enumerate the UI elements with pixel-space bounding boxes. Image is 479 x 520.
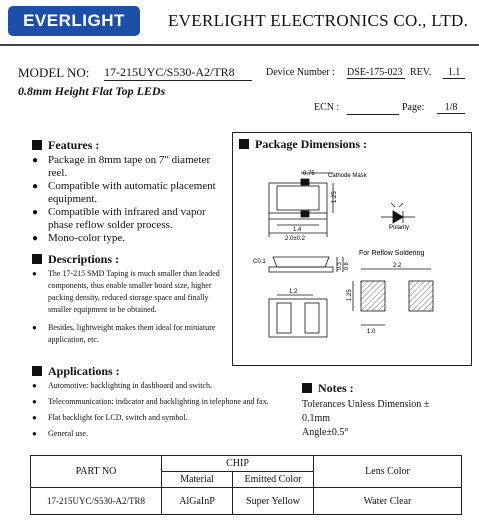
- package-title: Package Dimensions :: [255, 137, 367, 151]
- bullet-icon: ●: [32, 381, 37, 390]
- header-divider: [0, 44, 479, 46]
- cell-material: AlGaInP: [162, 488, 233, 515]
- section-square-icon: [302, 383, 312, 393]
- polarity-label: Polarity: [389, 225, 410, 231]
- page-label: Page:: [402, 102, 425, 113]
- applications-list: [32, 380, 302, 440]
- list-item: [32, 412, 302, 424]
- list-item: [32, 428, 302, 440]
- list-item-text: Telecommunication: indicator and backlighting in telephone and fax.: [48, 397, 269, 406]
- bullet-icon: ●: [32, 269, 37, 278]
- descriptions-title: Descriptions :: [48, 252, 119, 266]
- device-number-value: DSE-175-023: [347, 67, 405, 79]
- notes-title: Notes :: [318, 381, 354, 395]
- list-item-text: Automotive: backlighting in dashboard and switch.: [48, 381, 212, 390]
- package-drawing: [233, 133, 471, 365]
- part-table: [30, 455, 462, 515]
- document-subtitle: 0.8mm Height Flat Top LEDs: [18, 84, 166, 98]
- list-item: [32, 268, 232, 316]
- model-label: MODEL NO:: [18, 65, 90, 80]
- features-title: Features :: [48, 138, 100, 152]
- list-item: [32, 180, 232, 206]
- header-part-no: PART NO: [31, 456, 162, 488]
- list-item: [32, 396, 302, 408]
- list-item-text: The 17-215 SMD Taping is much smaller than leaded components, thus enable smaller board size, higher packing density, reduced storage space and finally smaller equipment to be obtained.: [48, 269, 220, 314]
- reflow-label: For Reflow Soldering: [359, 250, 425, 257]
- header-lens-color: Lens Color: [314, 456, 462, 488]
- dim-08: 0.8: [344, 262, 350, 270]
- features-heading: [32, 138, 99, 153]
- dim-20: 2.0±0.2: [285, 236, 305, 242]
- header-emitted-color: Emitted Color: [233, 472, 314, 488]
- list-item-text: Package in 8mm tape on 7" diameter reel.: [48, 154, 211, 179]
- dim-10: 1.0: [367, 329, 376, 335]
- dim-22: 2.2: [393, 263, 402, 269]
- package-dimensions-box: [232, 132, 472, 366]
- company-logo: [8, 6, 140, 36]
- table-row: [31, 488, 462, 515]
- dim-125: 1.25: [332, 191, 338, 203]
- notes-line: Angle±0.5°: [302, 427, 349, 438]
- bullet-icon: ●: [32, 323, 37, 332]
- bullet-icon: ●: [32, 397, 37, 406]
- ecn-label: ECN :: [314, 102, 340, 113]
- dim-03: 0.3: [337, 262, 343, 270]
- ecn-value: [347, 102, 399, 115]
- bullet-icon: ●: [32, 155, 39, 166]
- notes-line: Tolerances Unless Dimension ±: [302, 399, 430, 410]
- bottom-view-diagram: [269, 295, 327, 337]
- list-item: [32, 206, 232, 232]
- section-square-icon: [32, 254, 42, 264]
- section-square-icon: [32, 366, 42, 376]
- dim-14: 1.4: [293, 227, 302, 233]
- bullet-icon: ●: [32, 429, 37, 438]
- list-item-text: Compatible with infrared and vapor phase reflow solder process.: [48, 206, 206, 231]
- rev-label: REV.: [410, 67, 432, 78]
- features-list: [32, 154, 232, 245]
- notes-heading: [302, 381, 354, 396]
- applications-heading: [32, 364, 120, 379]
- side-view-diagram: [269, 257, 343, 272]
- list-item-text: Flat backlight for LCD, switch and symbol.: [48, 413, 188, 422]
- polarity-diode-icon: [381, 203, 415, 223]
- section-square-icon: [32, 140, 42, 150]
- bullet-icon: ●: [32, 233, 39, 244]
- list-item-text: Besides, lightweight makes them ideal for miniature application, etc.: [48, 323, 216, 344]
- cell-part: 17-215UYC/S530-A2/TR8: [31, 488, 162, 515]
- dim-c01: C0.1: [253, 259, 266, 265]
- applications-title: Applications :: [48, 364, 120, 378]
- list-item-text: Compatible with automatic placement equipment.: [48, 180, 216, 205]
- bullet-icon: ●: [32, 413, 37, 422]
- list-item: [32, 232, 232, 245]
- cell-emitted: Super Yellow: [233, 488, 314, 515]
- reflow-pads-diagram: [353, 269, 433, 325]
- header-material: Material: [162, 472, 233, 488]
- cell-lens: Water Clear: [314, 488, 462, 515]
- bullet-icon: ●: [32, 207, 39, 218]
- cathode-mask-label: Cathode Mask: [328, 173, 367, 179]
- dim-075: 0.75: [303, 171, 315, 177]
- list-item: [32, 154, 232, 180]
- logo-text: EVERLIGHT: [23, 11, 125, 30]
- dim-125b: 1.25: [347, 289, 353, 301]
- notes-body: [302, 398, 462, 440]
- descriptions-list: [32, 268, 232, 346]
- rev-value: 1.1: [443, 67, 465, 79]
- device-number-label: Device Number :: [266, 67, 335, 78]
- list-item-text: General use.: [48, 429, 88, 438]
- descriptions-heading: [32, 252, 119, 267]
- header-chip: CHIP: [162, 456, 314, 472]
- dim-12: 1.2: [289, 289, 298, 295]
- company-name: EVERLIGHT ELECTRONICS CO., LTD.: [168, 11, 469, 30]
- list-item: [32, 322, 232, 346]
- list-item: [32, 380, 302, 392]
- model-value: 17-215UYC/S530-A2/TR8: [104, 65, 252, 81]
- notes-line: 0.1mm: [302, 413, 331, 424]
- list-item-text: Mono-color type.: [48, 232, 125, 244]
- page-value: 1/8: [437, 102, 465, 114]
- bullet-icon: ●: [32, 181, 39, 192]
